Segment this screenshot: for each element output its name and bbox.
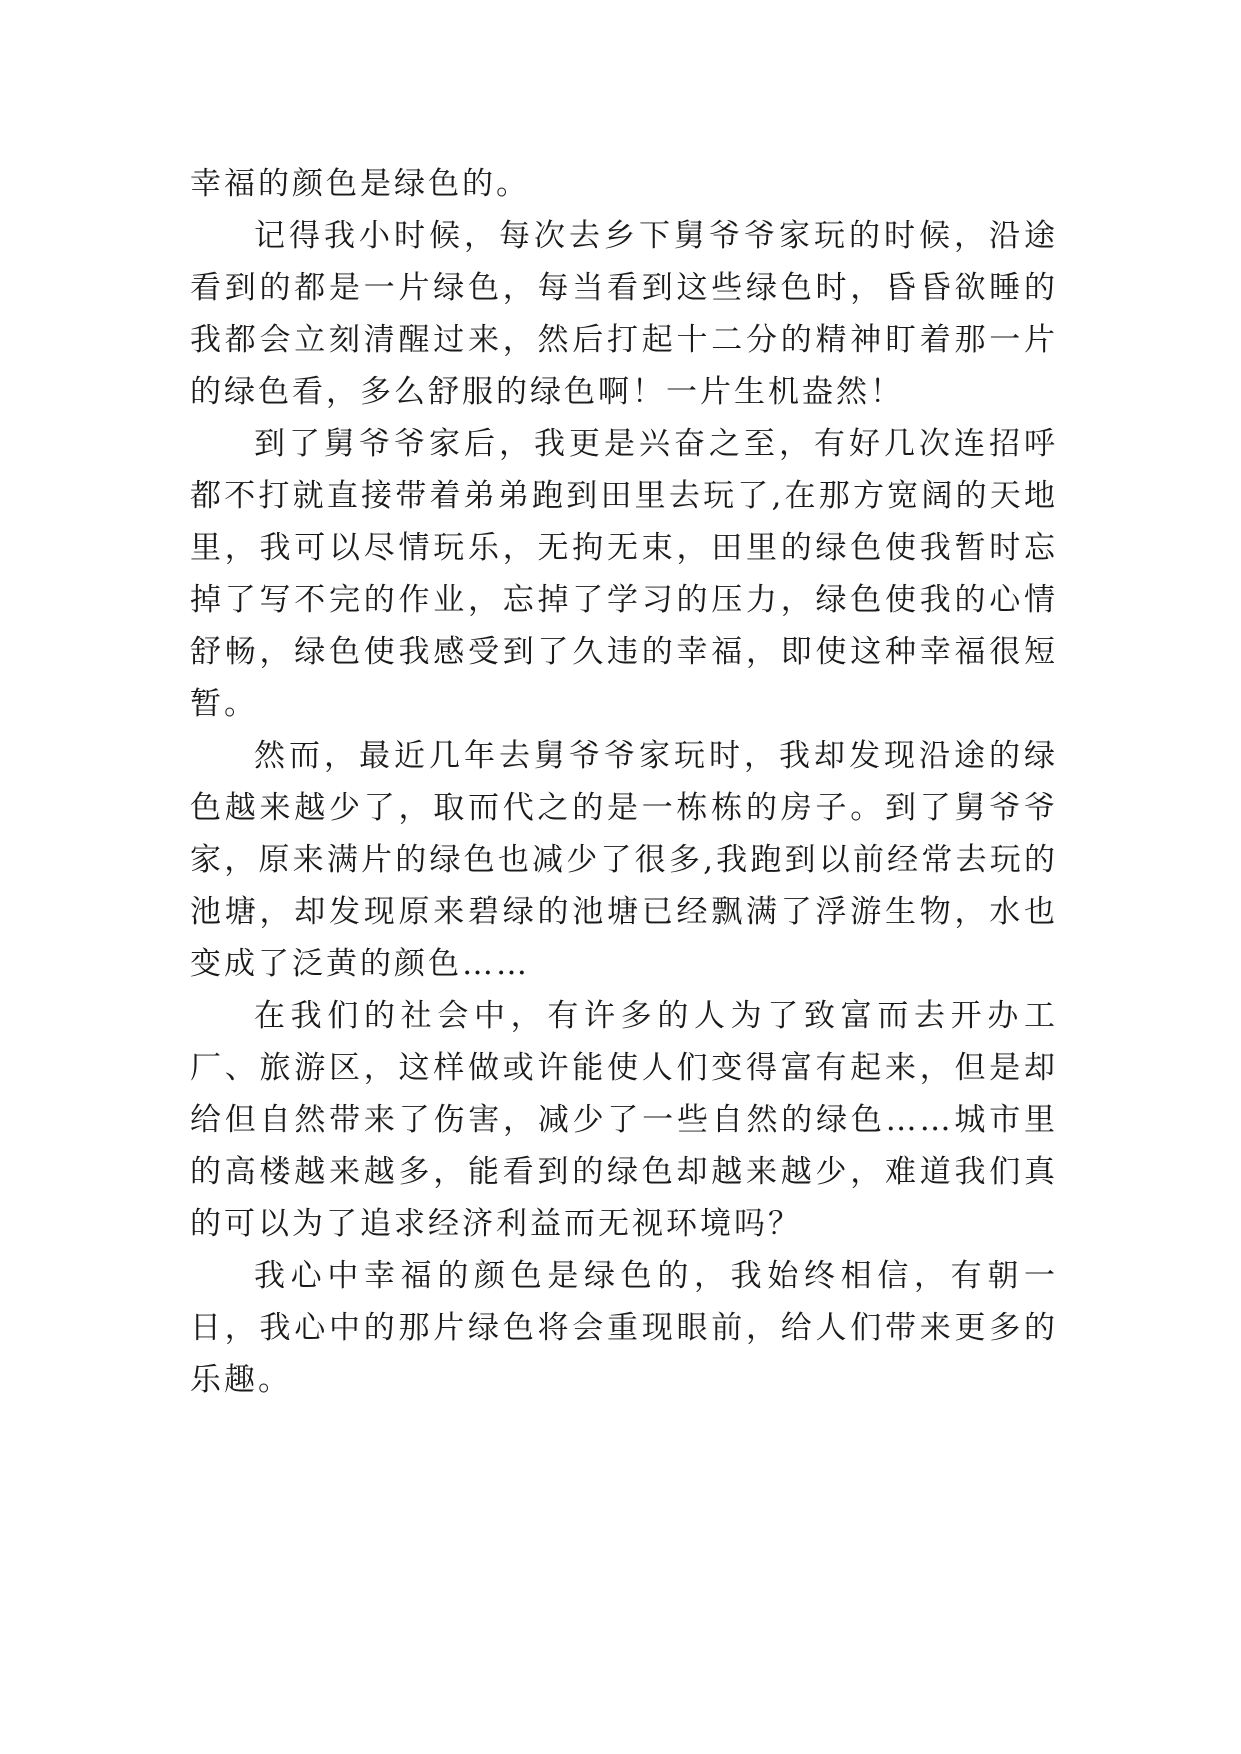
- paragraph-childhood: 记得我小时候，每次去乡下舅爷爷家玩的时候，沿途看到的都是一片绿色，每当看到这些绿色时，昏昏欲睡的我都会立刻清醒过来，然后打起十二分的精神盯着那一片的绿色看，多么舒服的绿色啊！一片生机盎然！: [190, 218, 1058, 410]
- paragraph-opening: 幸福的颜色是绿色的。: [190, 166, 530, 202]
- paragraph-closing: 我心中幸福的颜色是绿色的，我始终相信，有朝一日，我心中的那片绿色将会重现眼前，给人们带来更多的乐趣。: [190, 1258, 1058, 1398]
- paragraph-society: 在我们的社会中，有许多的人为了致富而去开办工厂、旅游区，这样做或许能使人们变得富有起来，但是却给但自然带来了伤害，减少了一些自然的绿色……城市里的高楼越来越多，能看到的绿色却越来越少，难道我们真的可以为了追求经济利益而无视环境吗？: [190, 998, 1058, 1242]
- paragraph-fields: 到了舅爷爷家后，我更是兴奋之至，有好几次连招呼都不打就直接带着弟弟跑到田里去玩了,在那方宽阔的天地里，我可以尽情玩乐，无拘无束，田里的绿色使我暂时忘掉了写不完的作业，忘掉了学习的压力，绿色使我的心情舒畅，绿色使我感受到了久违的幸福，即使这种幸福很短暂。: [190, 426, 1058, 722]
- essay-body: [190, 158, 1058, 1406]
- paragraph-changes: 然而，最近几年去舅爷爷家玩时，我却发现沿途的绿色越来越少了，取而代之的是一栋栋的房子。到了舅爷爷家，原来满片的绿色也减少了很多,我跑到以前经常去玩的池塘，却发现原来碧绿的池塘已经飘满了浮游生物，水也变成了泛黄的颜色……: [190, 738, 1058, 982]
